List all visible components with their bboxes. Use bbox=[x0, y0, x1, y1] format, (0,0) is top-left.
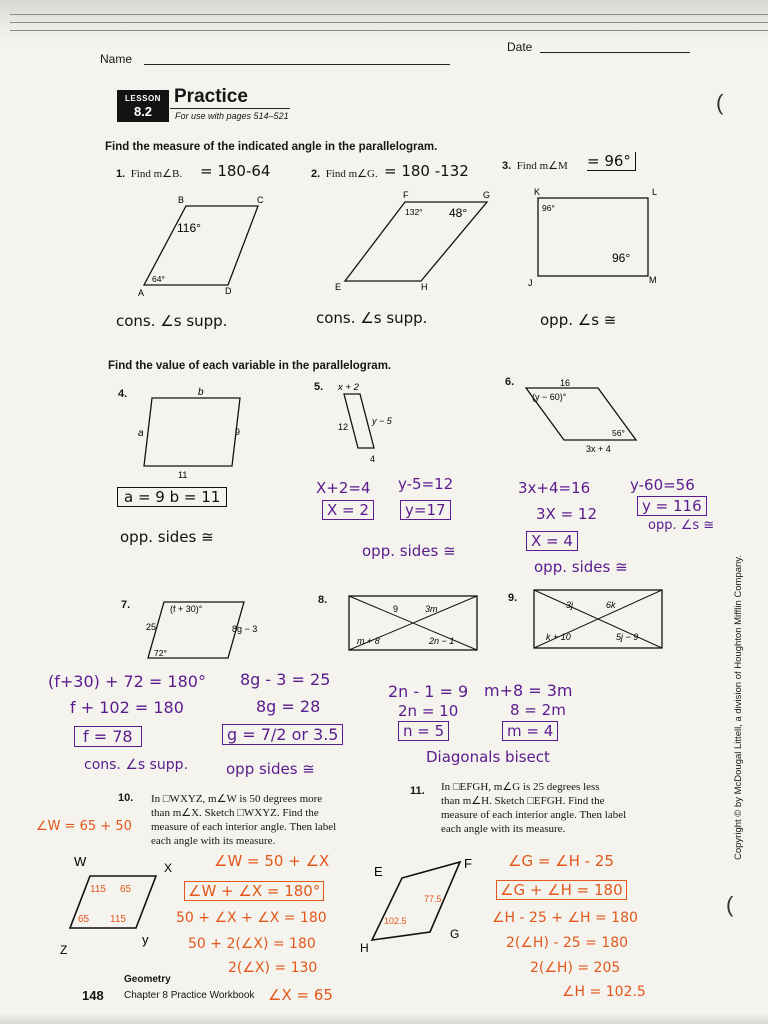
p8-ans1: n = 5 bbox=[398, 721, 449, 741]
svg-text:H: H bbox=[360, 941, 369, 955]
svg-text:A: A bbox=[138, 288, 145, 298]
svg-text:E: E bbox=[374, 864, 383, 879]
p1-answer: = 180-64 bbox=[200, 162, 271, 180]
p7-ans2: g = 7/2 or 3.5 bbox=[222, 724, 343, 745]
svg-text:6k: 6k bbox=[606, 600, 616, 610]
p6-work1: 3x+4=16 bbox=[518, 479, 591, 497]
svg-text:3j: 3j bbox=[566, 600, 574, 610]
svg-text:102.5: 102.5 bbox=[384, 916, 407, 926]
svg-text:a: a bbox=[138, 428, 144, 439]
p7-work4: 8g = 28 bbox=[256, 697, 321, 716]
svg-text:F: F bbox=[403, 190, 409, 200]
svg-text:J: J bbox=[528, 278, 533, 288]
p10-w3: 50 + ∠X + ∠X = 180 bbox=[176, 910, 327, 926]
footer-sub: Chapter 8 Practice Workbook bbox=[124, 990, 255, 1001]
p3-prompt: 3. Find m∠M bbox=[502, 160, 568, 172]
svg-text:L: L bbox=[652, 187, 658, 197]
svg-text:3m: 3m bbox=[425, 604, 438, 614]
date-label: Date bbox=[507, 40, 533, 54]
svg-text:k + 10: k + 10 bbox=[546, 632, 571, 642]
svg-text:9: 9 bbox=[393, 604, 399, 614]
svg-text:9: 9 bbox=[235, 427, 241, 437]
p4-parallelogram bbox=[140, 386, 250, 482]
p11-sketch bbox=[356, 856, 476, 956]
lesson-badge bbox=[117, 90, 169, 122]
p5-parallelogram bbox=[330, 380, 420, 470]
p2-note: cons. ∠s supp. bbox=[316, 309, 428, 327]
copyright: Copyright © by McDougal Littell, a division of Houghton Mifflin Company. bbox=[733, 555, 744, 860]
p7-note2: opp sides ≅ bbox=[226, 760, 315, 778]
p5-note: opp. sides ≅ bbox=[362, 542, 456, 560]
name-label: Name bbox=[100, 52, 133, 66]
svg-text:8g − 3: 8g − 3 bbox=[232, 624, 258, 634]
svg-text:C: C bbox=[257, 195, 264, 205]
p10-text: In □WXYZ, m∠W is 50 degrees more than m∠X. Sketch □WXYZ. Find the measure of each interior angle. Then label each angle with its measure. bbox=[151, 793, 337, 847]
svg-text:B: B bbox=[178, 195, 185, 205]
svg-text:H: H bbox=[421, 282, 428, 292]
svg-text:M: M bbox=[649, 275, 657, 285]
p10-w1: ∠W = 50 + ∠X bbox=[214, 852, 330, 870]
svg-text:y − 5: y − 5 bbox=[372, 416, 392, 426]
svg-text:115: 115 bbox=[90, 884, 106, 895]
p1-prompt: 1. Find m∠B. bbox=[116, 168, 183, 180]
p4-num: 4. bbox=[118, 388, 128, 400]
svg-text:x + 2: x + 2 bbox=[338, 382, 359, 393]
p11-w1: ∠G = ∠H - 25 bbox=[508, 852, 614, 870]
p6-ans1: X = 4 bbox=[526, 531, 578, 551]
p10-sketch bbox=[56, 850, 172, 958]
p11-w5: 2(∠H) = 205 bbox=[530, 960, 621, 976]
svg-text:W: W bbox=[74, 854, 87, 869]
p8-rectangle bbox=[345, 594, 485, 658]
page-number: 148 bbox=[82, 988, 104, 1003]
svg-text:F: F bbox=[464, 856, 472, 871]
p7-note1: cons. ∠s supp. bbox=[84, 757, 189, 773]
section2-instruction: Find the value of each variable in the parallelogram. bbox=[108, 360, 392, 372]
p8-num: 8. bbox=[318, 594, 328, 606]
p2-prompt: 2. Find m∠G. bbox=[311, 168, 378, 180]
svg-text:72°: 72° bbox=[154, 648, 167, 658]
paper-mark-2: ( bbox=[726, 892, 734, 917]
lesson-label: LESSON bbox=[125, 94, 161, 103]
p6-work1b: 3X = 12 bbox=[536, 505, 598, 523]
p7-work1: (f+30) + 72 = 180° bbox=[48, 672, 206, 691]
p5-work2: y-5=12 bbox=[398, 475, 454, 493]
p10-w4: 50 + 2(∠X) = 180 bbox=[188, 936, 316, 952]
svg-text:48°: 48° bbox=[449, 206, 468, 220]
p2-parallelogram bbox=[335, 186, 495, 296]
paper-mark: ( bbox=[716, 90, 724, 115]
svg-text:(y − 60)°: (y − 60)° bbox=[532, 392, 567, 402]
p3-rectangle bbox=[528, 186, 668, 291]
lesson-number: 8.2 bbox=[133, 104, 153, 119]
svg-text:D: D bbox=[225, 286, 232, 296]
svg-text:96°: 96° bbox=[542, 203, 555, 213]
p10-w2: ∠W + ∠X = 180° bbox=[184, 881, 324, 901]
p5-ans1: X = 2 bbox=[322, 500, 374, 520]
svg-text:G: G bbox=[483, 190, 491, 200]
p10-w5: 2(∠X) = 130 bbox=[228, 960, 318, 976]
p5-num: 5. bbox=[314, 381, 324, 393]
svg-text:m + 8: m + 8 bbox=[357, 636, 380, 646]
p6-num: 6. bbox=[505, 376, 515, 388]
svg-text:E: E bbox=[335, 282, 342, 292]
p9-rectangle bbox=[530, 588, 670, 654]
svg-text:64°: 64° bbox=[152, 274, 165, 284]
p6-work2: y-60=56 bbox=[630, 476, 695, 494]
p6-note2: opp. ∠s ≅ bbox=[648, 518, 715, 533]
svg-text:65: 65 bbox=[120, 884, 132, 895]
p1-parallelogram bbox=[130, 190, 270, 300]
svg-text:4: 4 bbox=[370, 454, 376, 464]
svg-text:96°: 96° bbox=[612, 251, 631, 265]
svg-text:56°: 56° bbox=[612, 428, 625, 438]
svg-text:(f + 30)°: (f + 30)° bbox=[170, 604, 203, 614]
svg-text:2n − 1: 2n − 1 bbox=[429, 636, 455, 646]
date-line bbox=[540, 52, 690, 53]
svg-text:y: y bbox=[142, 932, 149, 947]
p4-answer: a = 9 b = 11 bbox=[117, 487, 227, 507]
p8-note: Diagonals bisect bbox=[426, 748, 550, 766]
svg-text:16: 16 bbox=[560, 378, 571, 388]
svg-text:G: G bbox=[450, 927, 460, 941]
p10-side-note: ∠W = 65 + 50 bbox=[36, 819, 132, 834]
svg-text:5j − 9: 5j − 9 bbox=[616, 632, 639, 642]
name-line bbox=[144, 64, 450, 65]
p6-note1: opp. sides ≅ bbox=[534, 558, 628, 576]
p11-w6: ∠H = 102.5 bbox=[562, 984, 646, 1000]
p8-work4: 8 = 2m bbox=[510, 701, 566, 719]
svg-text:X: X bbox=[164, 861, 173, 875]
p8-work2: 2n = 10 bbox=[398, 702, 459, 720]
svg-text:115: 115 bbox=[110, 914, 126, 925]
section1-instruction: Find the measure of the indicated angle in the parallelogram. bbox=[105, 141, 438, 153]
p10-w6: ∠X = 65 bbox=[268, 986, 333, 1004]
svg-text:11: 11 bbox=[178, 470, 188, 480]
svg-text:b: b bbox=[198, 387, 204, 398]
p7-parallelogram bbox=[140, 596, 270, 668]
svg-text:25: 25 bbox=[146, 622, 157, 632]
svg-text:132°: 132° bbox=[405, 207, 423, 217]
p7-work3: 8g - 3 = 25 bbox=[240, 670, 331, 689]
p11-num: 11. bbox=[410, 785, 425, 797]
page-title: Practice bbox=[174, 86, 248, 107]
p4-note: opp. sides ≅ bbox=[120, 528, 214, 546]
p5-ans2: y=17 bbox=[400, 500, 451, 520]
p11-text: In □EFGH, m∠G is 25 degrees less than m∠H. Sketch □EFGH. Find the measure of each interior angle. Then label each angle with its measure. bbox=[441, 781, 627, 835]
svg-text:77.5: 77.5 bbox=[424, 894, 442, 904]
p1-note: cons. ∠s supp. bbox=[116, 312, 228, 330]
scan-edge-bottom bbox=[0, 1012, 768, 1024]
scan-edge bbox=[0, 0, 768, 42]
p8-work1: 2n - 1 = 9 bbox=[388, 682, 469, 701]
p7-num: 7. bbox=[121, 599, 131, 611]
footer-book: Geometry bbox=[124, 974, 171, 985]
p9-num: 9. bbox=[508, 592, 518, 604]
p11-w4: 2(∠H) - 25 = 180 bbox=[506, 935, 629, 951]
svg-text:Z: Z bbox=[60, 943, 68, 957]
svg-text:3x + 4: 3x + 4 bbox=[586, 444, 611, 454]
p3-answer: = 96° bbox=[587, 152, 636, 171]
title-rule bbox=[170, 108, 290, 109]
svg-text:65: 65 bbox=[78, 914, 90, 925]
p5-work1: X+2=4 bbox=[316, 479, 371, 497]
svg-text:116°: 116° bbox=[177, 221, 201, 235]
p10-num: 10. bbox=[118, 792, 134, 804]
p8-ans2: m = 4 bbox=[502, 721, 558, 741]
p6-ans2: y = 116 bbox=[637, 496, 707, 516]
p8-work3: m+8 = 3m bbox=[484, 681, 573, 700]
svg-text:12: 12 bbox=[338, 422, 349, 432]
svg-text:K: K bbox=[534, 187, 541, 197]
page-subtitle: For use with pages 514–521 bbox=[175, 111, 289, 121]
p11-w3: ∠H - 25 + ∠H = 180 bbox=[492, 910, 638, 926]
p7-ans1: f = 78 bbox=[74, 726, 142, 747]
p7-work2: f + 102 = 180 bbox=[70, 698, 184, 717]
p2-answer: = 180 -132 bbox=[384, 162, 469, 180]
p3-note: opp. ∠s ≅ bbox=[540, 311, 617, 329]
p11-w2: ∠G + ∠H = 180 bbox=[496, 880, 627, 900]
p6-parallelogram bbox=[520, 376, 650, 460]
